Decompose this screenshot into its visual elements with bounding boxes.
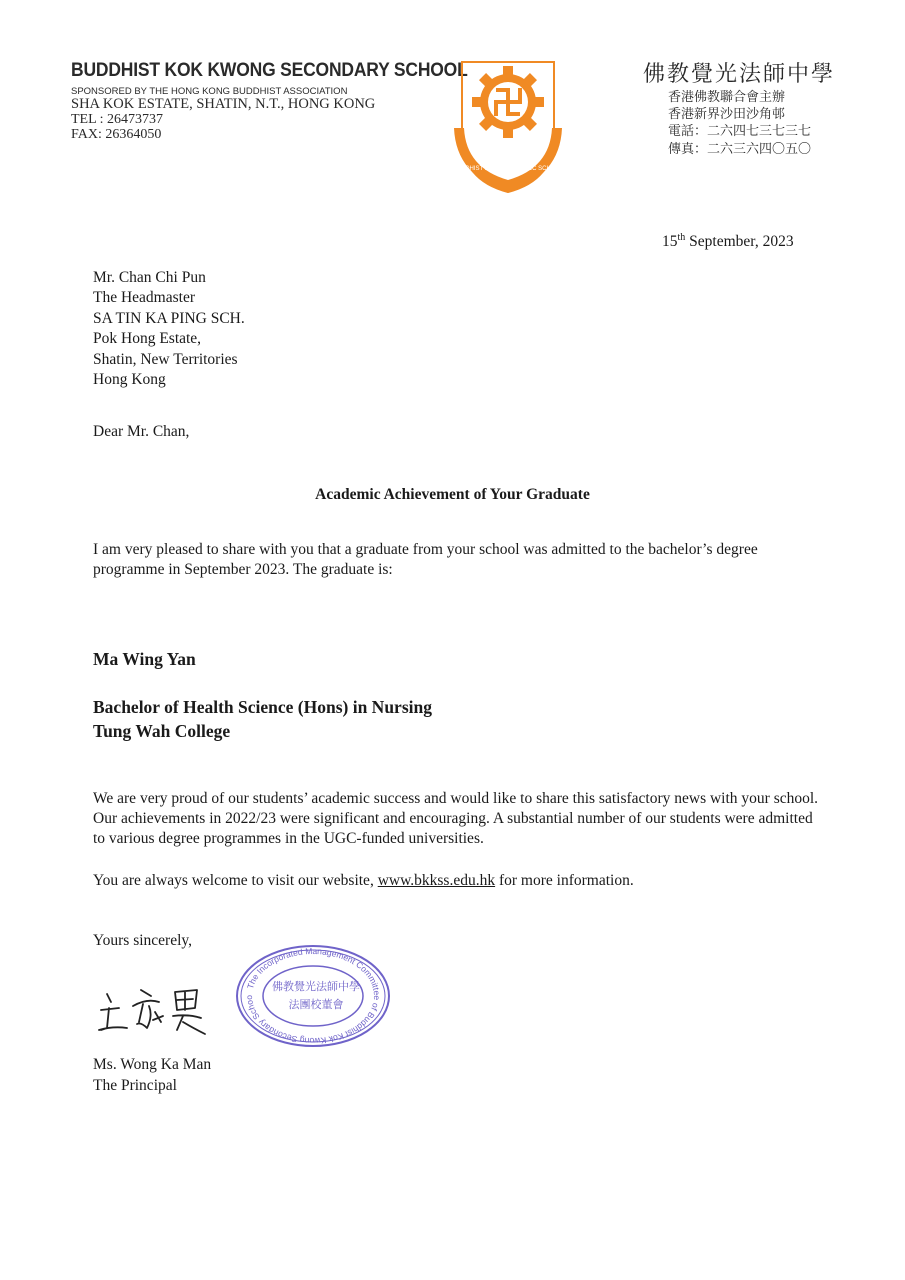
recipient-line: Shatin, New Territories xyxy=(93,350,238,368)
recipient-line: Pok Hong Estate, xyxy=(93,330,202,348)
signer-block xyxy=(93,1054,211,1096)
letter-subject: Academic Achievement of Your Graduate xyxy=(315,486,590,503)
salutation: Dear Mr. Chan, xyxy=(93,423,190,440)
stamp-inner-line1: 佛教覺光法師中學 xyxy=(272,980,360,993)
graduate-name: Ma Wing Yan xyxy=(93,649,196,669)
letter-date: 15th September, 2023 xyxy=(662,232,794,251)
school-logo xyxy=(452,58,564,196)
recipient-line: The Headmaster xyxy=(93,289,195,307)
school-address-chinese: 香港新界沙田沙角邨 xyxy=(668,106,786,121)
stamp-inner-line2: 法團校董會 xyxy=(288,998,344,1011)
school-fax-chinese: 傳真：二六三六四〇五〇 xyxy=(668,141,812,156)
programme-info xyxy=(93,695,432,743)
school-address: SHA KOK ESTATE, SHATIN, N.T., HONG KONG xyxy=(71,96,376,112)
recipient-line: Hong Kong xyxy=(93,371,166,389)
programme-name: Bachelor of Health Science (Hons) in Nursing xyxy=(93,697,432,717)
school-seal-stamp xyxy=(232,940,394,1048)
recipient-line: SA TIN KA PING SCH. xyxy=(93,309,245,327)
school-sponsor-chinese: 香港佛教聯合會主辦 xyxy=(668,89,786,104)
recipient-line: Mr. Chan Chi Pun xyxy=(93,269,206,286)
recipient-address xyxy=(93,268,245,390)
handwritten-signature xyxy=(93,972,213,1042)
paragraph-website: You are always welcome to visit our website, www.bkkss.edu.hk for more information. xyxy=(93,872,634,889)
school-name-chinese: 佛教覺光法師中學 xyxy=(642,61,835,86)
website-link[interactable]: www.bkkss.edu.hk xyxy=(377,872,496,889)
closing: Yours sincerely, xyxy=(93,932,193,949)
institution-name: Tung Wah College xyxy=(93,721,231,741)
stamp-outer-text: The Incorporated Management Committee of Buddhist Kok Kwong Secondary Schoo xyxy=(243,945,383,1047)
school-name: BUDDHIST KOK KWONG SECONDARY SCHOOL xyxy=(71,60,468,81)
school-sponsor: SPONSORED BY THE HONG KONG BUDDHIST ASSOCIATION xyxy=(71,86,348,97)
signer-name: Ms. Wong Ka Man xyxy=(93,1056,212,1073)
signer-title: The Principal xyxy=(93,1077,177,1094)
school-fax: FAX: 26364050 xyxy=(71,127,162,142)
logo-text: BUDDHIST KOK KWONG SEC SCHOOL xyxy=(452,166,564,172)
paragraph-intro: I am very pleased to share with you that a graduate from your school was admitted to the bachelor’s degree programme in September 2023. The graduate is: xyxy=(93,541,758,578)
school-tel-chinese: 電話：二六四七三七三七 xyxy=(668,123,812,138)
paragraph-achievements: We are very proud of our students’ academic success and would like to share this satisfactory news with your school. Our achievements in 2022/23 were significant and encouraging. A substantial number of our students were admitted to various degree programmes in the UGC-funded universities. xyxy=(93,790,819,847)
school-tel: TEL : 26473737 xyxy=(71,112,164,127)
